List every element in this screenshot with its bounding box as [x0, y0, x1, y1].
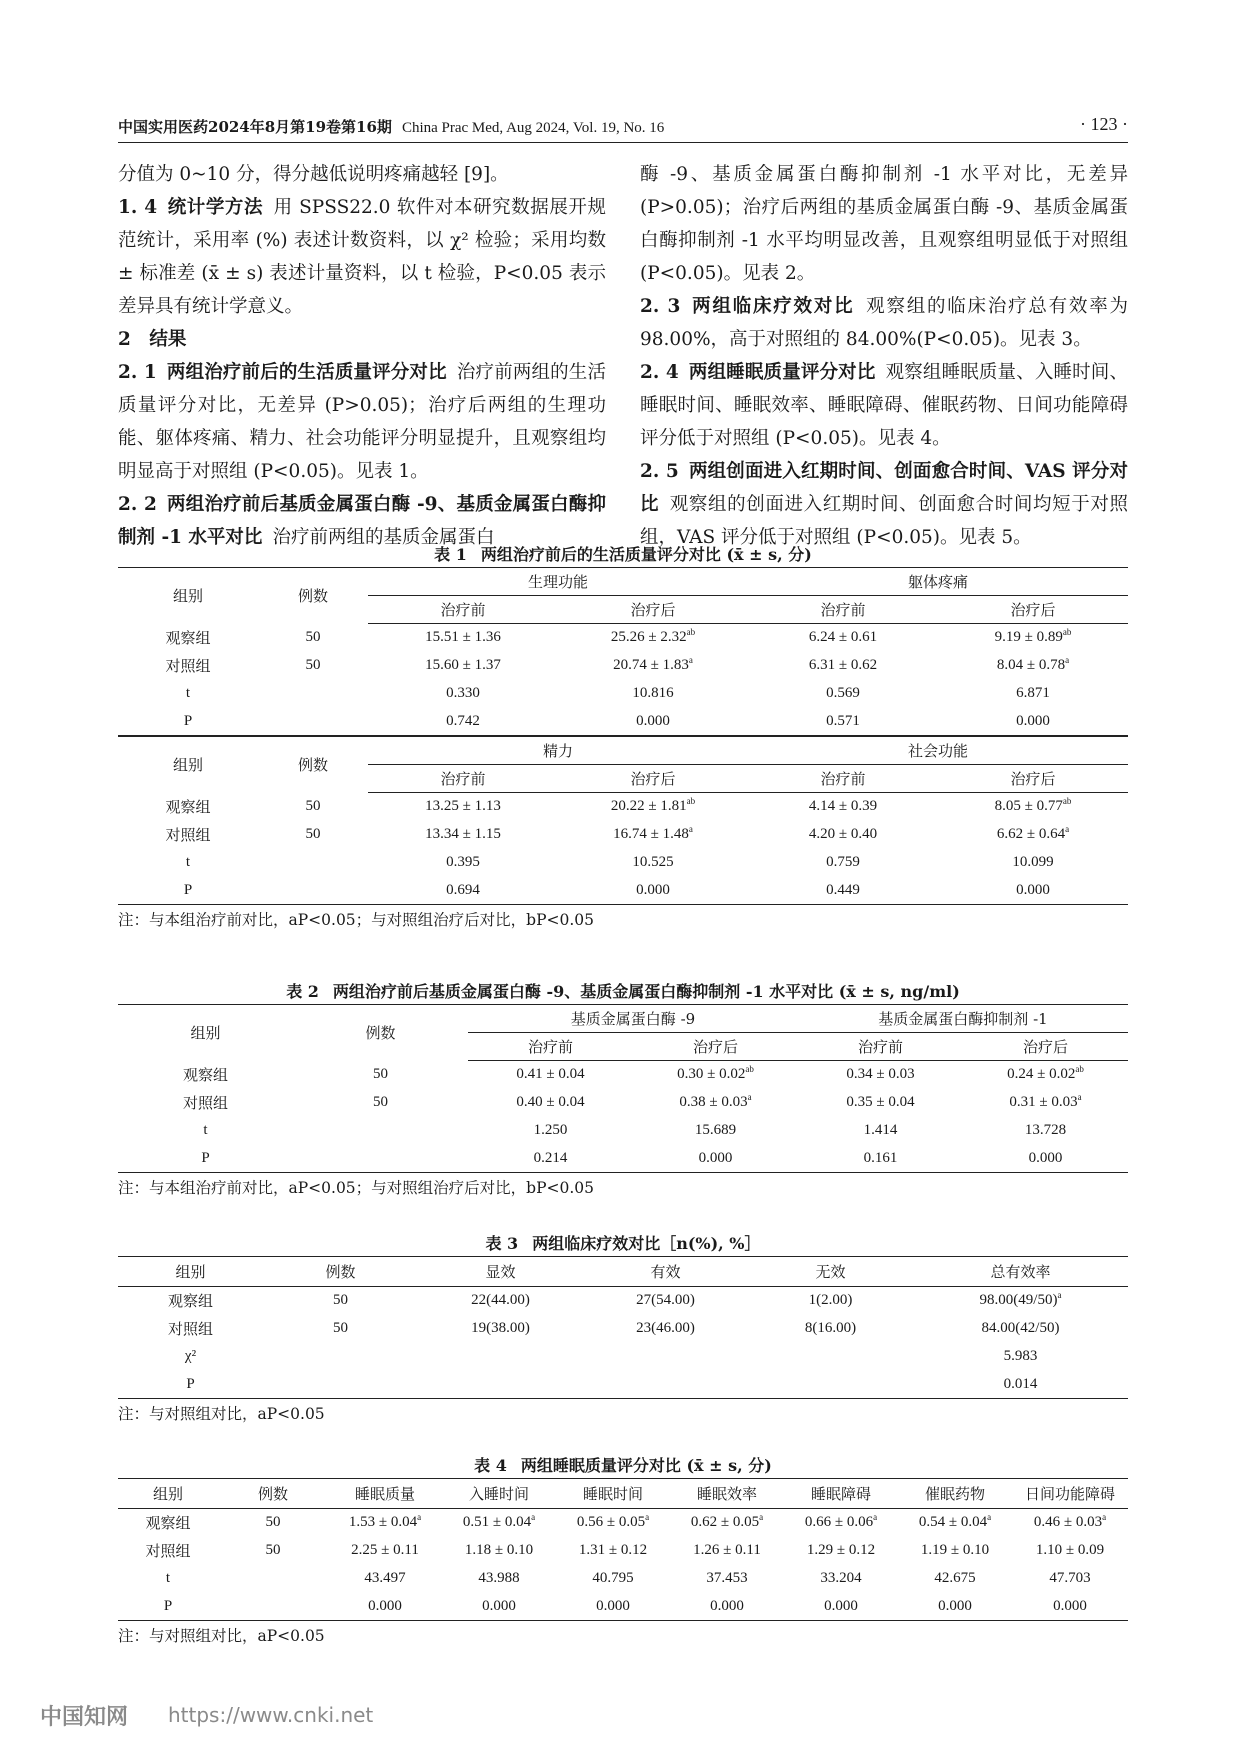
table-2-cell: 0.000 — [633, 1145, 798, 1173]
table-4-column-header: 例数 — [218, 1479, 328, 1509]
table-3-cell: 19(38.00) — [471, 1320, 530, 1336]
table-3-cell: 1(2.00) — [808, 1292, 853, 1309]
table-3-row-label: P — [118, 1371, 263, 1399]
table-1-cell: 15.60 ± 1.37 — [425, 657, 501, 673]
table-2-note — [118, 1175, 1128, 1201]
table-1-cell: 10.099 — [1012, 854, 1054, 870]
table-1 — [118, 543, 1128, 933]
table-2-cell: 0.35 ± 0.04 — [846, 1094, 915, 1110]
table-1-cell-n: 50 — [305, 629, 321, 645]
table-2-cell: 0.161 — [798, 1145, 963, 1173]
table-row — [118, 1145, 1128, 1173]
table-2-col-timp1: 基质金属蛋白酶抑制剂 -1 — [798, 1005, 1128, 1033]
section-2-5-title: 两组创面进入红期时间、创面愈合时间、VAS 评分对比 — [640, 461, 1128, 515]
table-1-cell: 0.330 — [446, 685, 480, 701]
table-3-column-header: 显效 — [418, 1257, 583, 1287]
table-2-caption — [118, 980, 1128, 1004]
table-4-cell-n — [218, 1565, 328, 1593]
table-3-cell: 84.00(42/50) — [981, 1320, 1060, 1336]
table-1-note-text: 注：与本组治疗前对比，aP<0.05；与对照组治疗后对比，bP<0.05 — [118, 911, 595, 929]
table-1-subcol-after: 治疗后 — [938, 765, 1128, 793]
table-row — [118, 1371, 1128, 1399]
table-4-column-header: 睡眠效率 — [670, 1479, 784, 1509]
table-1-cell: 20.74 ± 1.83$^a$ — [613, 655, 693, 673]
table-1-col-social: 社会功能 — [748, 737, 1128, 765]
table-1-cell: 0.742 — [368, 708, 558, 736]
table-2-cell: 1.250 — [533, 1122, 568, 1138]
section-2-2-number: 2. 2 — [118, 494, 157, 515]
table-1-cell: 25.26 ± 2.32$^{ab}$ — [610, 627, 696, 646]
table-3-cell: $98.00(49/50)^a$ — [979, 1290, 1062, 1309]
table-4-title: 两组睡眠质量评分对比 (x̄ ± s, 分) — [520, 1456, 772, 1475]
table-1-cell: 0.000 — [938, 877, 1128, 905]
table-1-cell-n — [258, 680, 368, 708]
table-1-part-2 — [118, 736, 1128, 905]
table-1-col-group: 组别 — [118, 568, 258, 624]
table-row — [118, 1061, 1128, 1089]
table-1-cell: 4.20 ± 0.40 — [808, 826, 878, 842]
table-3-cell-n — [263, 1371, 418, 1399]
table-1-cell-n: 50 — [305, 798, 321, 814]
section-2-5 — [640, 455, 1128, 554]
table-4-header-row — [118, 1479, 1128, 1509]
table-1-cell: 20.22 ± 1.81$^{ab}$ — [610, 796, 696, 815]
table-3-cell — [418, 1371, 583, 1399]
table-1-cell: 15.51 ± 1.36 — [425, 629, 501, 646]
table-4-column-header: 催眠药物 — [898, 1479, 1012, 1509]
table-3-cell-n: 50 — [333, 1292, 348, 1309]
table-3-cell — [418, 1343, 583, 1371]
table-1-cell: 0.571 — [748, 708, 938, 736]
table-1-cell: 6.31 ± 0.62 — [808, 657, 878, 673]
table-row — [118, 708, 1128, 736]
table-3-column-header: 例数 — [263, 1257, 418, 1287]
table-3-cell — [583, 1343, 748, 1371]
table-3-note-text: 注：与对照组对比，aP<0.05 — [118, 1405, 325, 1423]
table-1-cell: 9.19 ± 0.89$^{ab}$ — [994, 627, 1072, 646]
table-1-cell: 0.000 — [558, 877, 748, 905]
table-2-cell: 0.31 ± 0.03$^a$ — [1009, 1092, 1082, 1110]
table-2-row-label: 观察组 — [182, 1068, 228, 1084]
table-1-cell: 13.25 ± 1.13 — [425, 798, 501, 815]
table-1-cell-n: 50 — [305, 826, 321, 842]
table-3-row-label: 观察组 — [167, 1294, 213, 1311]
section-2-5-number: 2. 5 — [640, 461, 679, 482]
table-4-cell: 2.25 ± 0.11 — [351, 1542, 419, 1558]
section-2-1-body: 治疗前两组的生活质量评分对比，无差异 (P>0.05)；治疗后两组的生理功能、躯体疼痛、精力、社会功能评分明显提升，且观察组均明显高于对照组 (P<0.05)。见表 1。 — [118, 362, 606, 482]
table-4-caption — [118, 1454, 1128, 1478]
table-2-row-label: t — [203, 1122, 208, 1138]
table-row — [118, 624, 1128, 652]
table-4-cell: 42.675 — [934, 1570, 976, 1586]
table-1-cell: 8.04 ± 0.78$^a$ — [996, 655, 1070, 673]
section-2-3-body: 观察组的临床治疗总有效率为 98.00%，高于对照组的 84.00%(P<0.05)。见表 3。 — [640, 296, 1128, 350]
table-2-subcol-after: 治疗后 — [963, 1033, 1128, 1061]
table-4-cell: 1.18 ± 0.10 — [464, 1542, 534, 1558]
table-4-cell: 0.54 ± 0.04$^a$ — [918, 1512, 992, 1531]
table-1-cell-n — [258, 849, 368, 877]
section-1-4-title: 统计学方法 — [167, 197, 264, 218]
journal-citation — [118, 116, 664, 137]
table-1-cell: 6.871 — [1016, 685, 1050, 701]
section-2-3-number: 2. 3 — [640, 296, 681, 317]
table-4-note-text: 注：与对照组对比，aP<0.05 — [118, 1627, 325, 1645]
table-1-label: 表 1 — [434, 545, 467, 564]
table-1-cell-n: 50 — [305, 657, 321, 673]
table-1-row-label: P — [118, 877, 258, 905]
section-2-heading: 2 结果 — [118, 329, 187, 350]
table-3-cell: 22(44.00) — [471, 1292, 530, 1309]
table-row — [118, 1089, 1128, 1117]
table-1-cell: 0.694 — [368, 877, 558, 905]
section-1-4-body: 用 SPSS22.0 软件对本研究数据展开规范统计，采用率 (%) 表述计数资料，以 χ² 检验；采用均数 ± 标准差 (x̄ ± s) 表述计量资料，以 t 检验，P<0.05 表示差异具有统计学意义。 — [118, 197, 606, 317]
table-row — [118, 1315, 1128, 1343]
table-4-column-header: 组别 — [118, 1479, 218, 1509]
table-1-cell: 16.74 ± 1.48$^a$ — [613, 824, 693, 842]
table-1-subcol-after: 治疗后 — [558, 765, 748, 793]
table-4-cell-n: 50 — [265, 1542, 281, 1558]
table-1-subcol-before: 治疗前 — [368, 765, 558, 793]
table-2-col-group: 组别 — [118, 1005, 293, 1061]
table-3-cell: 8(16.00) — [804, 1320, 857, 1336]
table-2-cell: 13.728 — [1024, 1122, 1067, 1138]
table-3-header-row — [118, 1257, 1128, 1287]
table-3 — [118, 1232, 1128, 1427]
table-4-row-label: t — [165, 1570, 171, 1586]
table-4-cell: 33.204 — [820, 1570, 862, 1586]
table-row — [118, 1117, 1128, 1145]
table-row — [118, 680, 1128, 708]
table-3-note — [118, 1401, 1128, 1427]
table-4 — [118, 1454, 1128, 1649]
table-2-cell: 0.41 ± 0.04 — [516, 1066, 585, 1083]
right-column — [640, 158, 1128, 554]
table-1-subcol-before: 治疗前 — [368, 596, 558, 624]
table-1-subcol-before: 治疗前 — [748, 765, 938, 793]
running-header — [118, 112, 1128, 143]
table-1-cell: 6.62 ± 0.64$^a$ — [996, 824, 1070, 842]
cnki-logo: 中国知网 — [40, 1705, 129, 1730]
table-4-cell: 1.53 ± 0.04$^a$ — [348, 1512, 422, 1531]
table-2-label: 表 2 — [286, 982, 319, 1001]
table-1-cell-n — [258, 877, 368, 905]
table-row — [118, 821, 1128, 849]
table-1-row-label: 对照组 — [165, 828, 211, 844]
table-1-title: 两组治疗前后的生活质量评分对比 (x̄ ± s, 分) — [480, 545, 812, 564]
paragraph-pain-score: 分值为 0~10 分，得分越低说明疼痛越轻 [9]。 — [118, 164, 509, 185]
table-4-column-header: 日间功能障碍 — [1012, 1479, 1128, 1509]
table-1-col-group: 组别 — [118, 737, 258, 793]
table-3-column-header: 总有效率 — [913, 1257, 1128, 1287]
table-2-cell-n — [293, 1117, 468, 1145]
table-4-cell: 0.000 — [898, 1593, 1012, 1621]
table-row — [118, 793, 1128, 821]
table-1-subcol-after: 治疗后 — [938, 596, 1128, 624]
table-4-cell: 1.19 ± 0.10 — [920, 1542, 990, 1558]
table-3-cell: 5.983 — [1003, 1348, 1038, 1364]
table-2-row-label: 对照组 — [182, 1096, 228, 1112]
table-4-cell: 0.66 ± 0.06$^a$ — [804, 1512, 878, 1531]
table-3-cell-n: 50 — [333, 1320, 348, 1336]
table-3-cell — [748, 1371, 913, 1399]
table-1-row-label: t — [185, 685, 191, 701]
table-4-body — [118, 1509, 1128, 1621]
table-1-subcol-after: 治疗后 — [558, 596, 748, 624]
table-2-cell: 1.414 — [863, 1122, 898, 1138]
table-2-subcol-before: 治疗前 — [468, 1033, 633, 1061]
table-3-cell — [583, 1371, 748, 1399]
section-2-4 — [640, 356, 1128, 455]
table-4-cell: 0.000 — [328, 1593, 442, 1621]
table-2-cell: 0.24 ± 0.02$^{ab}$ — [1007, 1064, 1084, 1083]
table-3-grid — [118, 1256, 1128, 1399]
section-2-1 — [118, 356, 606, 488]
table-1-cell: 10.816 — [632, 685, 674, 701]
table-4-cell: 0.000 — [442, 1593, 556, 1621]
section-2-5-body: 观察组的创面进入红期时间、创面愈合时间均短于对照组，VAS 评分低于对照组 (P<0.05)。见表 5。 — [640, 494, 1128, 548]
table-1-cell: 0.759 — [826, 854, 860, 870]
table-4-column-header: 入睡时间 — [442, 1479, 556, 1509]
table-4-cell-n: 50 — [265, 1514, 281, 1531]
table-2-cell: 0.34 ± 0.03 — [846, 1066, 915, 1083]
table-2-cell: 0.000 — [963, 1145, 1128, 1173]
table-1-col-n: 例数 — [258, 737, 368, 793]
table-2-cell: 0.40 ± 0.04 — [516, 1094, 585, 1110]
table-row — [118, 1593, 1128, 1621]
table-row — [118, 1509, 1128, 1537]
journal-citation-cn: 中国实用医药2024年8月第19卷第16期 — [118, 118, 392, 136]
table-1-col-physical: 生理功能 — [368, 568, 748, 596]
table-4-column-header: 睡眠质量 — [328, 1479, 442, 1509]
table-4-cell: 0.000 — [670, 1593, 784, 1621]
table-2-grid — [118, 1004, 1128, 1173]
table-3-column-header: 无效 — [748, 1257, 913, 1287]
table-3-cell: 23(46.00) — [636, 1320, 695, 1336]
section-2-4-title: 两组睡眠质量评分对比 — [688, 362, 876, 383]
table-4-row-label: 对照组 — [145, 1544, 191, 1560]
section-2-3 — [640, 290, 1128, 356]
table-4-cell: 0.000 — [784, 1593, 898, 1621]
table-2-body — [118, 1061, 1128, 1173]
table-1-part-1 — [118, 567, 1128, 736]
table-3-row-label: χ² — [184, 1348, 197, 1364]
table-1-cell: 0.000 — [938, 708, 1128, 736]
table-1-part-2-body — [118, 793, 1128, 905]
table-4-cell: 1.26 ± 0.11 — [693, 1542, 761, 1558]
table-4-cell: 0.62 ± 0.05$^a$ — [690, 1512, 764, 1531]
table-1-cell: 0.569 — [826, 685, 860, 701]
cnki-url: https://www.cnki.net — [168, 1703, 374, 1727]
table-row — [118, 877, 1128, 905]
section-2-2-body: 治疗前两组的基质金属蛋白 — [272, 527, 495, 548]
table-4-cell: 43.988 — [478, 1570, 520, 1586]
table-4-cell: 47.703 — [1049, 1570, 1091, 1586]
table-2-row-label: P — [118, 1145, 293, 1173]
paragraph-mmp-continued: 酶 -9、基质金属蛋白酶抑制剂 -1 水平对比，无差异 (P>0.05)；治疗后两组的基质金属蛋白酶 -9、基质金属蛋白酶抑制剂 -1 水平均明显改善，且观察组明显低于对照组 (P<0.05)。见表 2。 — [640, 164, 1128, 284]
section-1-4-number: 1. 4 — [118, 197, 158, 218]
table-row — [118, 1537, 1128, 1565]
table-1-caption — [118, 543, 1128, 567]
table-4-cell-n — [218, 1593, 328, 1621]
table-3-title: 两组临床疗效对比［n(%), %］ — [532, 1234, 761, 1253]
table-row — [118, 652, 1128, 680]
table-3-cell: 0.014 — [913, 1371, 1128, 1399]
section-1-4 — [118, 191, 606, 323]
table-1-cell: 8.05 ± 0.77$^{ab}$ — [994, 796, 1072, 815]
table-1-part-1-body — [118, 624, 1128, 736]
table-row — [118, 1343, 1128, 1371]
table-1-col-pain: 躯体疼痛 — [748, 568, 1128, 596]
table-row — [118, 1287, 1128, 1315]
table-3-row-label: 对照组 — [167, 1322, 213, 1338]
table-4-cell: 40.795 — [592, 1570, 634, 1586]
table-4-row-label: P — [118, 1593, 218, 1621]
table-1-col-energy: 精力 — [368, 737, 748, 765]
table-1-cell: 10.525 — [632, 854, 674, 870]
table-4-cell: 37.453 — [706, 1570, 748, 1586]
table-4-column-header: 睡眠时间 — [556, 1479, 670, 1509]
table-4-label: 表 4 — [474, 1456, 507, 1475]
table-1-col-n: 例数 — [258, 568, 368, 624]
table-1-cell: 0.000 — [558, 708, 748, 736]
table-4-column-header: 睡眠障碍 — [784, 1479, 898, 1509]
section-2-3-title: 两组临床疗效对比 — [690, 296, 855, 317]
table-1-row-label: 对照组 — [165, 659, 211, 675]
table-2-cell-n: 50 — [373, 1094, 388, 1110]
table-row — [118, 849, 1128, 877]
table-1-cell: 0.395 — [446, 854, 480, 870]
table-3-column-header: 组别 — [118, 1257, 263, 1287]
table-1-cell: 0.449 — [748, 877, 938, 905]
table-1-row-label: 观察组 — [165, 631, 211, 647]
table-1-row-label: P — [118, 708, 258, 736]
section-2-1-number: 2. 1 — [118, 362, 157, 383]
table-4-cell: 0.46 ± 0.03$^a$ — [1033, 1512, 1107, 1531]
table-2-cell-n — [293, 1145, 468, 1173]
table-4-cell: 0.56 ± 0.05$^a$ — [576, 1512, 650, 1531]
table-3-cell: 27(54.00) — [636, 1292, 695, 1309]
table-4-cell: 43.497 — [364, 1570, 406, 1586]
table-4-cell: 1.31 ± 0.12 — [578, 1542, 648, 1558]
table-4-cell: 0.51 ± 0.04$^a$ — [462, 1512, 536, 1531]
table-1-subcol-before: 治疗前 — [748, 596, 938, 624]
section-2-4-body: 观察组睡眠质量、入睡时间、睡眠时间、睡眠效率、睡眠障碍、催眠药物、日间功能障碍评分低于对照组 (P<0.05)。见表 4。 — [640, 362, 1128, 449]
table-row — [118, 1565, 1128, 1593]
table-1-cell: 13.34 ± 1.15 — [425, 826, 501, 842]
table-4-grid — [118, 1478, 1128, 1621]
left-column — [118, 158, 606, 554]
table-2-cell: 15.689 — [694, 1122, 737, 1138]
table-2-cell: 0.38 ± 0.03$^a$ — [679, 1092, 752, 1110]
table-1-cell: 4.14 ± 0.39 — [808, 798, 878, 815]
table-2-cell: 0.30 ± 0.02$^{ab}$ — [677, 1064, 754, 1083]
table-3-label: 表 3 — [485, 1234, 519, 1253]
section-2-1-title: 两组治疗前后的生活质量评分对比 — [166, 362, 447, 383]
journal-citation-en: China Prac Med, Aug 2024, Vol. 19, No. 16 — [401, 120, 665, 136]
table-2-cell: 0.214 — [468, 1145, 633, 1173]
section-2-2-title: 两组治疗前后基质金属蛋白酶 -9、基质金属蛋白酶抑制剂 -1 水平对比 — [118, 494, 606, 548]
table-4-cell: 1.29 ± 0.12 — [806, 1542, 876, 1558]
table-1-row-label: 观察组 — [165, 800, 211, 816]
table-1-cell-n — [258, 708, 368, 736]
table-2-title: 两组治疗前后基质金属蛋白酶 -9、基质金属蛋白酶抑制剂 -1 水平对比 (x̄ ± s, ng/ml) — [332, 982, 960, 1001]
table-3-column-header: 有效 — [583, 1257, 748, 1287]
table-1-note — [118, 907, 1128, 933]
table-2-subcol-before: 治疗前 — [798, 1033, 963, 1061]
table-3-caption — [118, 1232, 1128, 1256]
table-1-cell: 6.24 ± 0.61 — [808, 629, 878, 646]
table-1-row-label: t — [185, 854, 191, 870]
table-4-cell: 0.000 — [556, 1593, 670, 1621]
table-4-cell: 0.000 — [1012, 1593, 1128, 1621]
table-2-note-text: 注：与本组治疗前对比，aP<0.05；与对照组治疗后对比，bP<0.05 — [118, 1179, 595, 1197]
table-3-body — [118, 1287, 1128, 1399]
table-2-col-mmp9: 基质金属蛋白酶 -9 — [468, 1005, 798, 1033]
table-2 — [118, 980, 1128, 1201]
table-2-subcol-after: 治疗后 — [633, 1033, 798, 1061]
section-2-4-number: 2. 4 — [640, 362, 679, 383]
table-3-cell-n — [263, 1343, 418, 1371]
table-4-row-label: 观察组 — [145, 1516, 191, 1533]
table-4-cell: 1.10 ± 0.09 — [1035, 1542, 1105, 1558]
page-number: · 123 · — [1080, 114, 1128, 134]
table-4-note — [118, 1623, 1128, 1649]
table-2-cell-n: 50 — [373, 1066, 388, 1082]
table-2-col-n: 例数 — [293, 1005, 468, 1061]
table-3-cell — [748, 1343, 913, 1371]
